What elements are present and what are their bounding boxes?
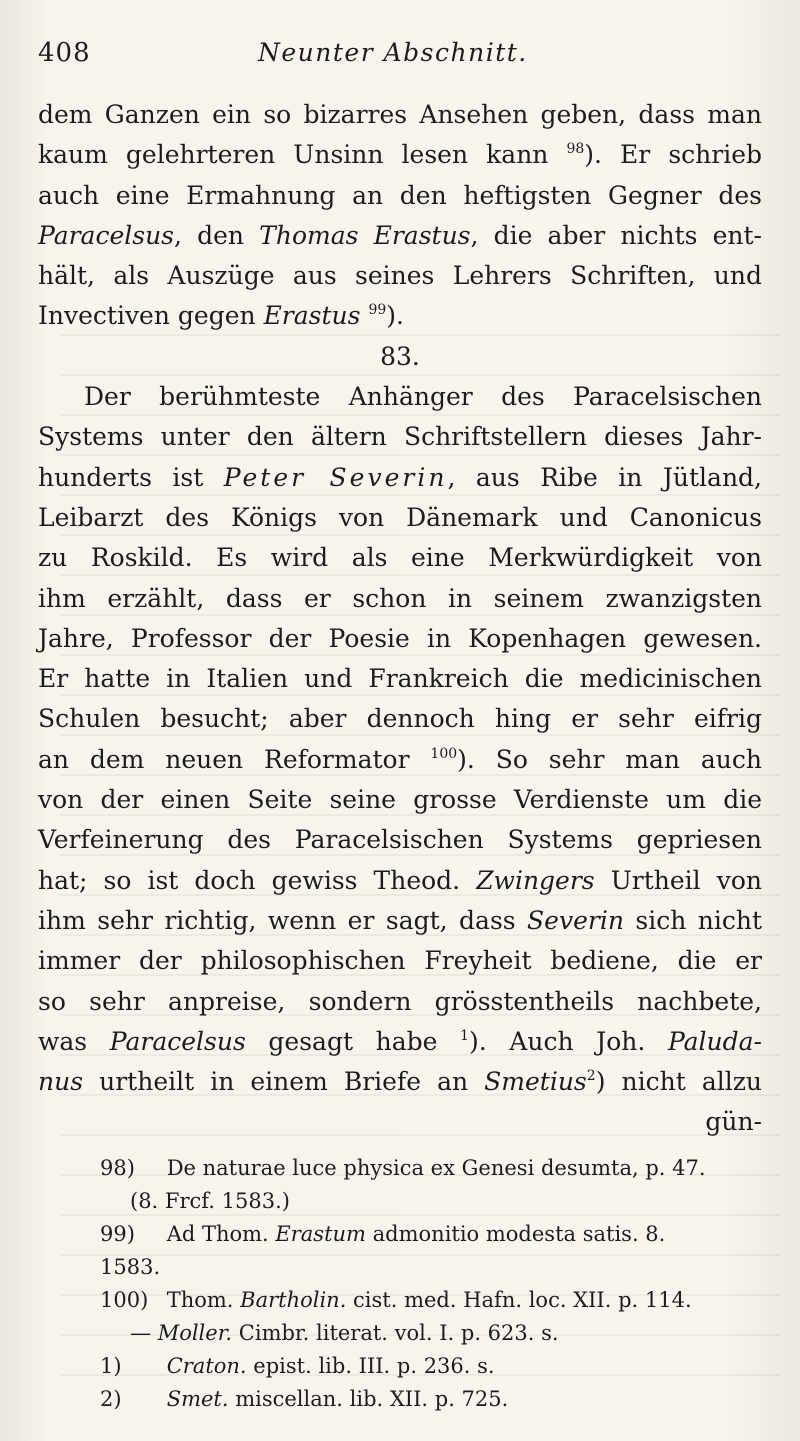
footnote-ref-98: 98 <box>566 141 585 158</box>
footnote-ref-2: 2 <box>586 1068 596 1085</box>
text-line: nus urtheilt in einem Briefe an Smetius$^2$) nicht allzu <box>38 1067 762 1097</box>
footnotes <box>38 1152 766 1416</box>
text-line: hat; so ist doch gewiss Theod. Zwingers Urtheil von <box>38 865 762 895</box>
text-line: so sehr anpreise, sondern grösstentheils nachbete, <box>38 986 762 1016</box>
footnote-ref-99: 99 <box>368 302 387 319</box>
text-line: ihm sehr richtig, wenn er sagt, dass Severin sich nicht <box>38 905 762 935</box>
footnote-ref-100: 100 <box>430 745 458 762</box>
text-line: Verfeinerung des Paracelsischen Systems gepriesen <box>38 825 762 855</box>
text-line: Er hatte in Italien und Frankreich die medicinischen <box>38 664 762 694</box>
text-line: kaum gelehrteren Unsinn lesen kann $^{98}$). Er schrieb <box>38 140 762 170</box>
footnote-100: 100) Thom. Bartholin. cist. med. Hafn. loc. XII. p. 114. <box>100 1288 692 1312</box>
text-line: was Paracelsus gesagt habe $^1$). Auch Joh. Paluda- <box>38 1026 762 1056</box>
text-line: zu Roskild. Es wird als eine Merkwürdigkeit von <box>38 543 762 573</box>
footnote-ref-1: 1 <box>460 1027 469 1044</box>
text-line: Invectiven gegen Erastus $^{99}$). <box>38 301 404 331</box>
footnote-100-continuation: — Moller. Cimbr. literat. vol. I. p. 623. s. <box>130 1321 559 1345</box>
page-number: 408 <box>38 38 91 68</box>
footnote-99-continuation: 1583. <box>100 1255 161 1279</box>
text-line: dem Ganzen ein so bizarres Ansehen geben, dass man <box>38 100 762 129</box>
text-line: Systems unter den ältern Schriftstellern dieses Jahr- <box>38 422 762 452</box>
text-line: Jahre, Professor der Poesie in Kopenhagen gewesen. <box>38 623 762 653</box>
footnote-1: 1) Craton. epist. lib. III. p. 236. s. <box>100 1354 495 1378</box>
text-line: hält, als Auszüge aus seines Lehrers Schriften, und <box>38 261 762 291</box>
footnote-98-continuation: (8. Frcf. 1583.) <box>130 1189 290 1213</box>
footnote-98: 98) De naturae luce physica ex Genesi desumta, p. 47. <box>100 1156 706 1180</box>
text-line: auch eine Ermahnung an den heftigsten Gegner des <box>38 180 762 210</box>
footnote-2: 2) Smet. miscellan. lib. XII. p. 725. <box>100 1387 509 1411</box>
catchword: gün- <box>705 1107 762 1137</box>
text-line: Paracelsus, den Thomas Erastus, die aber nichts ent- <box>38 220 762 250</box>
text-line: ihm erzählt, dass er schon in seinem zwanzigsten <box>38 583 762 613</box>
body-text <box>38 95 762 1143</box>
paragraph-first-line: Der berühmteste Anhänger des Paracelsischen <box>84 382 762 412</box>
text-line: hunderts ist Peter Severin, aus Ribe in Jütland, <box>38 462 763 492</box>
text-line: an dem neuen Reformator $^{100}$). So sehr man auch <box>38 744 762 774</box>
text-line: von der einen Seite seine grosse Verdienste um die <box>38 785 762 815</box>
text-line: Leibarzt des Königs von Dänemark und Canonicus <box>38 502 762 532</box>
running-head: Neunter Abschnitt. <box>258 38 528 67</box>
text-line: Schulen besucht; aber dennoch hing er sehr eifrig <box>38 704 762 734</box>
page-header <box>38 38 762 78</box>
footnote-99: 99) Ad Thom. Erastum admonitio modesta satis. 8. <box>100 1222 666 1246</box>
section-number: 83. <box>380 341 420 371</box>
text-line: immer der philosophischen Freyheit bediene, die er <box>38 946 762 976</box>
